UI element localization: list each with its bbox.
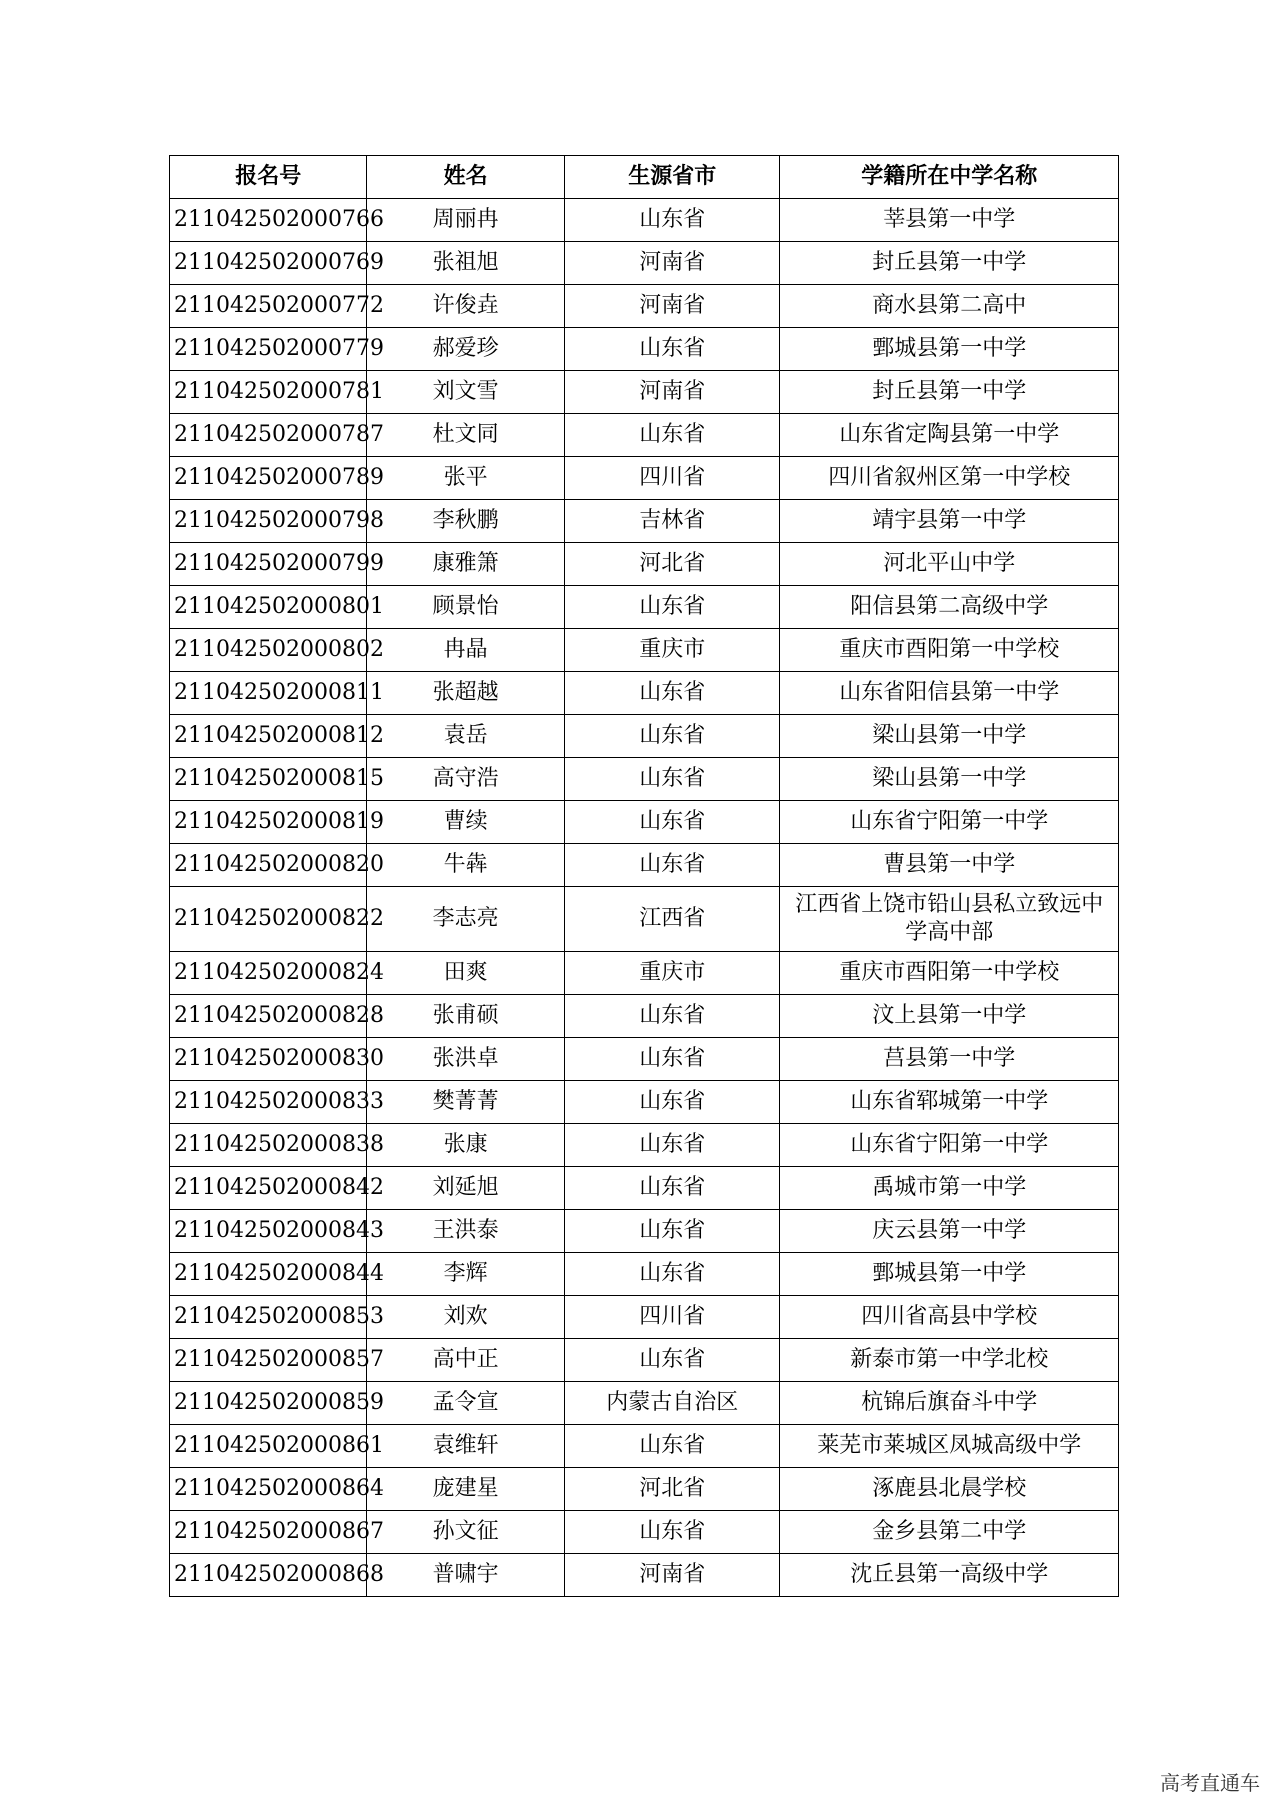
table-row <box>170 1038 1119 1081</box>
school-name-cell: 封丘县第一中学 <box>780 371 1119 414</box>
school-name-cell: 梁山县第一中学 <box>780 715 1119 758</box>
source-province-cell: 河南省 <box>564 285 780 328</box>
school-name-cell: 江西省上饶市铅山县私立致远中学高中部 <box>780 887 1119 952</box>
table-row <box>170 629 1119 672</box>
source-province-cell: 重庆市 <box>564 952 780 995</box>
table-row <box>170 457 1119 500</box>
school-name-cell: 四川省叙州区第一中学校 <box>780 457 1119 500</box>
source-province-cell: 山东省 <box>564 672 780 715</box>
name-cell: 袁岳 <box>367 715 564 758</box>
name-cell: 普啸宇 <box>367 1554 564 1597</box>
name-cell: 许俊垚 <box>367 285 564 328</box>
source-province-cell: 山东省 <box>564 1038 780 1081</box>
header-row <box>170 156 1119 199</box>
registration-number-cell: 211042502000830 <box>170 1038 367 1081</box>
school-name-cell: 莘县第一中学 <box>780 199 1119 242</box>
school-name-cell: 杭锦后旗奋斗中学 <box>780 1382 1119 1425</box>
school-name-cell: 新泰市第一中学北校 <box>780 1339 1119 1382</box>
table-header <box>170 156 1119 199</box>
source-province-cell: 河南省 <box>564 371 780 414</box>
school-name-cell: 曹县第一中学 <box>780 844 1119 887</box>
school-name-cell: 重庆市酉阳第一中学校 <box>780 629 1119 672</box>
school-name-cell: 重庆市酉阳第一中学校 <box>780 952 1119 995</box>
table-row <box>170 1210 1119 1253</box>
registration-number-cell: 211042502000819 <box>170 801 367 844</box>
name-cell: 樊菁菁 <box>367 1081 564 1124</box>
table-row <box>170 758 1119 801</box>
registration-number-cell: 211042502000824 <box>170 952 367 995</box>
table-row <box>170 242 1119 285</box>
table-row <box>170 543 1119 586</box>
source-province-cell: 山东省 <box>564 758 780 801</box>
registration-number-cell: 211042502000838 <box>170 1124 367 1167</box>
source-province-cell: 重庆市 <box>564 629 780 672</box>
school-name-cell: 庆云县第一中学 <box>780 1210 1119 1253</box>
source-province-cell: 山东省 <box>564 1511 780 1554</box>
registration-number-cell: 211042502000781 <box>170 371 367 414</box>
registration-number-cell: 211042502000853 <box>170 1296 367 1339</box>
registration-number-cell: 211042502000789 <box>170 457 367 500</box>
table-row <box>170 1124 1119 1167</box>
table-row <box>170 500 1119 543</box>
source-province-cell: 山东省 <box>564 1253 780 1296</box>
source-province-cell: 河南省 <box>564 1554 780 1597</box>
table-row <box>170 715 1119 758</box>
school-name-cell: 涿鹿县北晨学校 <box>780 1468 1119 1511</box>
name-cell: 李辉 <box>367 1253 564 1296</box>
name-cell: 田爽 <box>367 952 564 995</box>
table-row <box>170 414 1119 457</box>
school-name-cell: 莱芜市莱城区凤城高级中学 <box>780 1425 1119 1468</box>
school-name-cell: 商水县第二高中 <box>780 285 1119 328</box>
table-row <box>170 1296 1119 1339</box>
school-name-cell: 鄄城县第一中学 <box>780 1253 1119 1296</box>
name-cell: 张洪卓 <box>367 1038 564 1081</box>
source-province-cell: 山东省 <box>564 1210 780 1253</box>
registration-number-cell: 211042502000812 <box>170 715 367 758</box>
table-row <box>170 586 1119 629</box>
name-cell: 牛犇 <box>367 844 564 887</box>
source-province-cell: 山东省 <box>564 199 780 242</box>
school-name-cell: 金乡县第二中学 <box>780 1511 1119 1554</box>
registration-number-cell: 211042502000766 <box>170 199 367 242</box>
table-row <box>170 1081 1119 1124</box>
table-row <box>170 1425 1119 1468</box>
school-name-cell: 山东省郓城第一中学 <box>780 1081 1119 1124</box>
school-name-cell: 汶上县第一中学 <box>780 995 1119 1038</box>
table-row <box>170 995 1119 1038</box>
source-province-cell: 江西省 <box>564 887 780 952</box>
registration-number-cell: 211042502000811 <box>170 672 367 715</box>
registration-number-cell: 211042502000798 <box>170 500 367 543</box>
watermark-text: 高考直通车 <box>1160 1771 1260 1795</box>
name-cell: 张平 <box>367 457 564 500</box>
registration-number-cell: 211042502000769 <box>170 242 367 285</box>
source-province-cell: 内蒙古自治区 <box>564 1382 780 1425</box>
registration-number-cell: 211042502000843 <box>170 1210 367 1253</box>
registration-number-cell: 211042502000801 <box>170 586 367 629</box>
registration-number-cell: 211042502000867 <box>170 1511 367 1554</box>
school-name-cell: 河北平山中学 <box>780 543 1119 586</box>
source-province-cell: 山东省 <box>564 1081 780 1124</box>
source-province-cell: 山东省 <box>564 995 780 1038</box>
table-row <box>170 285 1119 328</box>
name-cell: 李志亮 <box>367 887 564 952</box>
name-cell: 高中正 <box>367 1339 564 1382</box>
name-cell: 张甫硕 <box>367 995 564 1038</box>
registration-number-cell: 211042502000833 <box>170 1081 367 1124</box>
name-cell: 孟令宣 <box>367 1382 564 1425</box>
registration-number-cell: 211042502000861 <box>170 1425 367 1468</box>
table-row <box>170 672 1119 715</box>
name-cell: 袁维轩 <box>367 1425 564 1468</box>
school-name-cell: 四川省高县中学校 <box>780 1296 1119 1339</box>
name-cell: 李秋鹏 <box>367 500 564 543</box>
table-row <box>170 1468 1119 1511</box>
school-name-cell: 山东省定陶县第一中学 <box>780 414 1119 457</box>
registration-number-cell: 211042502000844 <box>170 1253 367 1296</box>
name-cell: 曹续 <box>367 801 564 844</box>
name-cell: 张康 <box>367 1124 564 1167</box>
source-province-cell: 河南省 <box>564 242 780 285</box>
name-cell: 冉晶 <box>367 629 564 672</box>
registration-number-cell: 211042502000820 <box>170 844 367 887</box>
registration-number-cell: 211042502000828 <box>170 995 367 1038</box>
name-cell: 郝爱珍 <box>367 328 564 371</box>
source-province-cell: 山东省 <box>564 1339 780 1382</box>
name-cell: 刘延旭 <box>367 1167 564 1210</box>
school-name-cell: 阳信县第二高级中学 <box>780 586 1119 629</box>
school-name-cell: 沈丘县第一高级中学 <box>780 1554 1119 1597</box>
name-cell: 庞建星 <box>367 1468 564 1511</box>
source-province-cell: 山东省 <box>564 715 780 758</box>
table-row <box>170 952 1119 995</box>
registration-number-cell: 211042502000822 <box>170 887 367 952</box>
source-province-cell: 四川省 <box>564 1296 780 1339</box>
school-name-cell: 靖宇县第一中学 <box>780 500 1119 543</box>
school-name-cell: 梁山县第一中学 <box>780 758 1119 801</box>
table-row <box>170 801 1119 844</box>
source-province-cell: 山东省 <box>564 328 780 371</box>
source-province-cell: 山东省 <box>564 586 780 629</box>
source-province-cell: 山东省 <box>564 1425 780 1468</box>
name-cell: 王洪泰 <box>367 1210 564 1253</box>
registration-number-cell: 211042502000857 <box>170 1339 367 1382</box>
name-cell: 顾景怡 <box>367 586 564 629</box>
table-row <box>170 887 1119 952</box>
name-cell: 周丽冉 <box>367 199 564 242</box>
table-row <box>170 328 1119 371</box>
registration-number-cell: 211042502000868 <box>170 1554 367 1597</box>
registration-number-cell: 211042502000772 <box>170 285 367 328</box>
registration-number-cell: 211042502000787 <box>170 414 367 457</box>
source-province-cell: 吉林省 <box>564 500 780 543</box>
name-cell: 高守浩 <box>367 758 564 801</box>
registration-number-cell: 211042502000802 <box>170 629 367 672</box>
registration-number-cell: 211042502000815 <box>170 758 367 801</box>
source-province-cell: 山东省 <box>564 844 780 887</box>
table-row <box>170 1382 1119 1425</box>
name-cell: 刘文雪 <box>367 371 564 414</box>
registration-number-cell: 211042502000799 <box>170 543 367 586</box>
school-name-cell: 禹城市第一中学 <box>780 1167 1119 1210</box>
source-province-cell: 山东省 <box>564 801 780 844</box>
source-province-cell: 山东省 <box>564 1124 780 1167</box>
table-row <box>170 1253 1119 1296</box>
table-body <box>170 199 1119 1597</box>
school-name-cell: 鄄城县第一中学 <box>780 328 1119 371</box>
source-province-cell: 山东省 <box>564 1167 780 1210</box>
school-name-cell: 封丘县第一中学 <box>780 242 1119 285</box>
header-name: 姓名 <box>367 156 564 199</box>
table-row <box>170 844 1119 887</box>
source-province-cell: 河北省 <box>564 543 780 586</box>
source-province-cell: 山东省 <box>564 414 780 457</box>
name-cell: 刘欢 <box>367 1296 564 1339</box>
table-row <box>170 1511 1119 1554</box>
registration-number-cell: 211042502000859 <box>170 1382 367 1425</box>
table-row <box>170 1339 1119 1382</box>
name-cell: 康雅箫 <box>367 543 564 586</box>
source-province-cell: 河北省 <box>564 1468 780 1511</box>
registration-number-cell: 211042502000842 <box>170 1167 367 1210</box>
name-cell: 张超越 <box>367 672 564 715</box>
name-cell: 孙文征 <box>367 1511 564 1554</box>
school-name-cell: 山东省宁阳第一中学 <box>780 801 1119 844</box>
table-row <box>170 371 1119 414</box>
admission-list-table <box>169 155 1119 1597</box>
name-cell: 张祖旭 <box>367 242 564 285</box>
table-row <box>170 199 1119 242</box>
source-province-cell: 四川省 <box>564 457 780 500</box>
registration-number-cell: 211042502000779 <box>170 328 367 371</box>
table-row <box>170 1554 1119 1597</box>
header-school-name: 学籍所在中学名称 <box>780 156 1119 199</box>
name-cell: 杜文同 <box>367 414 564 457</box>
registration-number-cell: 211042502000864 <box>170 1468 367 1511</box>
school-name-cell: 山东省宁阳第一中学 <box>780 1124 1119 1167</box>
table-row <box>170 1167 1119 1210</box>
header-registration-number: 报名号 <box>170 156 367 199</box>
school-name-cell: 莒县第一中学 <box>780 1038 1119 1081</box>
school-name-cell: 山东省阳信县第一中学 <box>780 672 1119 715</box>
header-source-province: 生源省市 <box>564 156 780 199</box>
